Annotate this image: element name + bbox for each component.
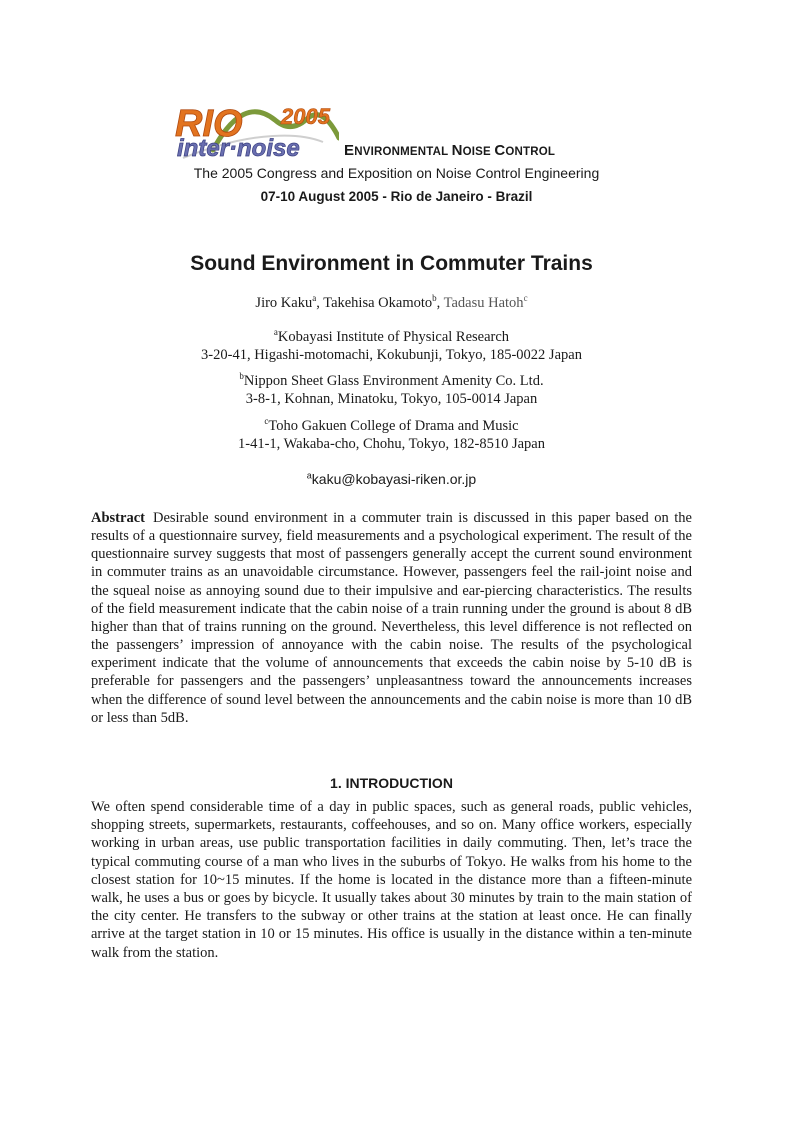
paper-title: Sound Environment in Commuter Trains — [190, 252, 593, 275]
congress-subtitle: The 2005 Congress and Exposition on Noise Control Engineering — [193, 165, 600, 181]
introduction-paragraph: We often spend considerable time of a day in public spaces, such as general roads, public vehicles, shopping streets, supermarkets, restaurants, coffeehouses, and so on. Many office workers, especially working in urban areas, use public transportation facilities in daily commuting. Then, let’s trace the typical commuting course of a man who lives in the suburbs of Tokyo. He walks from his home to the closest station for 10~15 minutes. If the home is located in the distance more than a fifteen-minute walk, he uses a bus or goes by bicycle. It usually takes about 30 minutes by train to the main station of the city center. He transfers to the subway or other trains at the station at least once. He can finally arrive at the target station in 10 or 15 minutes. His office is usually in the distance within a ten-minute walk from the station. — [91, 799, 692, 961]
logo-internoise-text: inter·noise — [177, 135, 300, 160]
abstract-text: Desirable sound environment in a commuter train is discussed in this paper based on the results of a questionnaire survey, field measurements and a psychological experiment. The result of the questionnaire survey suggests that most of passengers generally accept the current sound environment in commuter trains as an unavoidable circumstance. However, passengers feel the rail-joint noise and the squeal noise as annoying sound due to their impulsive and ear-piercing characteristics. The results of the field measurement indicate that the cabin noise of a train running under the ground is about 8 dB higher than that of trains running on the ground. Nevertheless, this level difference is not reflected on the passengers’ impression of annoyance with the cabin noise. The results of the psychological experiment indicate that the volume of announcements that exceeds the cabin noise by 5-10 dB is preferable for passengers and the passengers’ unpleasantness toward the announcements increases when the difference of sound level between the announcements and the cabin noise is more than 10 dB or less than 5dB. — [91, 510, 692, 726]
affiliation-a: $^a$Kobayasi Institute of Physical Research 3-20-41, Higashi-motomachi, Kokubunji, Tokyo, 185-0022 Japan — [201, 327, 582, 363]
section-heading-introduction: 1. INTRODUCTION — [330, 775, 453, 791]
rio-internoise-2005-logo — [173, 98, 339, 160]
affiliation-c: $^c$Toho Gakuen College of Drama and Music 1-41-1, Wakaba-cho, Chohu, Tokyo, 182-8510 Japan — [238, 416, 545, 452]
environmental-noise-control-heading: ENVIRONMENTAL NOISE CONTROL — [344, 142, 556, 159]
contact-email[interactable]: $^a$kaku@kobayasi-riken.or.jp — [306, 470, 477, 487]
author-list: Jiro Kaku$^a$, Takehisa Okamoto$^b$, Tadasu Hatoh$^c$ — [255, 293, 528, 311]
abstract-paragraph — [91, 509, 692, 727]
author-name: Takehisa Okamoto — [323, 295, 433, 311]
logo-rio-text: RIO — [175, 103, 243, 145]
logo-year-text: 2005 — [281, 104, 330, 129]
affiliation-b: $^b$Nippon Sheet Glass Environment Amenity Co. Ltd. 3-8-1, Kohnan, Minatoku, Tokyo, 105-0014 Japan — [239, 371, 544, 407]
congress-date-place: 07-10 August 2005 - Rio de Janeiro - Brazil — [260, 189, 533, 204]
author-name: Tadasu Hatoh — [443, 295, 524, 311]
author-name: Jiro Kaku — [255, 295, 313, 311]
logo-graphic — [173, 98, 339, 160]
abstract-label: Abstract — [91, 510, 145, 526]
